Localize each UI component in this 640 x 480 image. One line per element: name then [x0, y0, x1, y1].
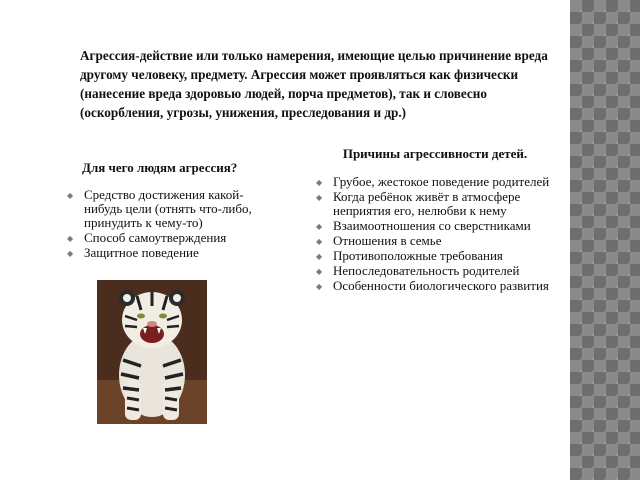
list-item [313, 175, 563, 189]
tiger-illustration [97, 280, 207, 424]
list-item-text: Отношения в семье [333, 233, 442, 248]
list-item-text: Способ самоутверждения [84, 230, 227, 245]
list-item [313, 219, 563, 233]
list-item [64, 246, 274, 260]
list-item [313, 190, 563, 218]
right-bullet-list [313, 175, 563, 294]
bullet-icon: ◆ [316, 193, 323, 202]
right-column-title [310, 146, 560, 162]
decorative-side-band [570, 0, 640, 480]
bullet-icon: ◆ [316, 267, 323, 276]
list-item-text: Защитное поведение [84, 245, 199, 260]
list-item-text: Взаимоотношения со сверстниками [333, 218, 531, 233]
list-item [64, 188, 274, 230]
left-bullet-list [64, 188, 274, 261]
list-item-text: Когда ребёнок живёт в атмосфере неприятия его, нелюбви к нему [333, 189, 521, 218]
bullet-icon: ◆ [67, 234, 74, 243]
list-item-text: Непоследовательность родителей [333, 263, 520, 278]
right-title-bold: Причины агрессивности детей [342, 146, 524, 161]
list-item-text: Особенности биологического развития [333, 278, 549, 293]
list-item-text: Средство достижения какой-нибудь цели (отнять что-либо, принудить к чему-то) [84, 187, 252, 230]
list-item [313, 279, 563, 293]
tiger-image [97, 280, 207, 424]
bullet-icon: ◆ [316, 237, 323, 246]
bullet-icon: ◆ [316, 282, 323, 291]
bullet-icon: ◆ [316, 252, 323, 261]
list-item [313, 264, 563, 278]
intro-paragraph: Агрессия-действие или только намерения, имеющие целью причинение вреда другому человеку, предмету. Агрессия может проявляться как физически (нанесение вреда здоровью людей, порча предметов), так и словесно (оскорбления, угрозы, унижения, преследования и др.) [80, 48, 548, 120]
bullet-icon: ◆ [316, 222, 323, 231]
bullet-icon: ◆ [67, 191, 74, 200]
list-item [313, 234, 563, 248]
right-title-tail: . [523, 146, 528, 161]
bullet-icon: ◆ [67, 249, 74, 258]
list-item-text: Противоположные требования [333, 248, 503, 263]
list-item [64, 231, 274, 245]
bullet-icon: ◆ [316, 178, 323, 187]
left-column-title: Для чего людям агрессия? [82, 160, 238, 175]
list-item-text: Грубое, жестокое поведение родителей [333, 174, 550, 189]
list-item [313, 249, 563, 263]
